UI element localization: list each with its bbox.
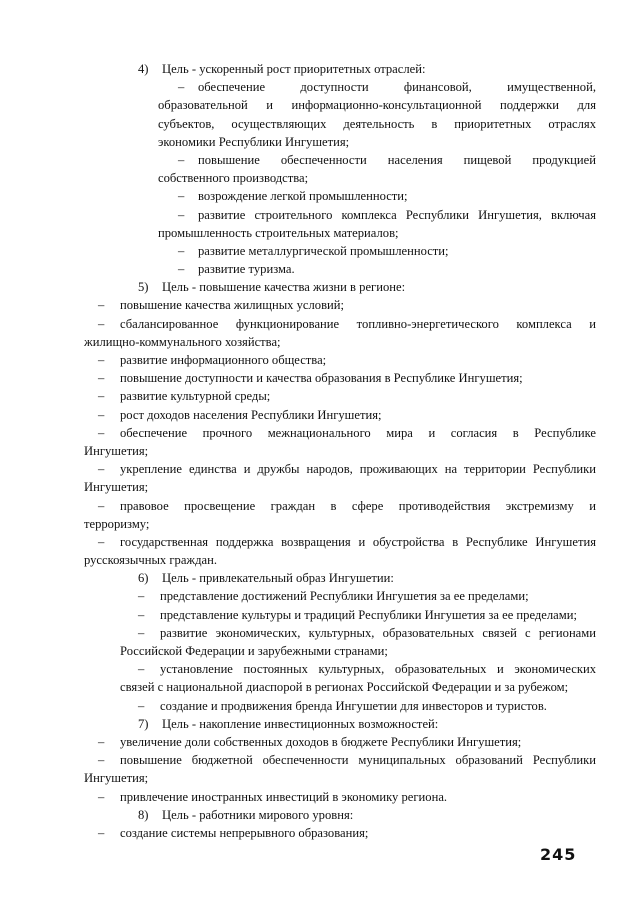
- list-item-continuation: [84, 515, 596, 533]
- line-text: повышение бюджетной обеспеченности муниципальных образований Республики: [120, 753, 596, 768]
- list-item: [84, 78, 596, 96]
- dash-bullet: –: [98, 825, 105, 840]
- list-item-continuation: [84, 442, 596, 460]
- dash-bullet: –: [178, 80, 185, 95]
- line-text: жилищно-коммунального хозяйства;: [84, 334, 281, 349]
- goal-heading: [84, 715, 596, 733]
- list-item: [84, 351, 596, 369]
- dash-bullet: –: [98, 498, 105, 513]
- dash-bullet: –: [98, 316, 105, 331]
- line-text: создание системы непрерывного образования;: [120, 825, 369, 840]
- dash-bullet: –: [98, 353, 105, 367]
- line-text: обеспечение доступности финансовой, имущественной,: [198, 80, 596, 95]
- line-text: образовательной и информационно-консультационной поддержки для: [158, 98, 596, 113]
- list-item-continuation: [84, 169, 596, 187]
- list-item: [84, 733, 596, 751]
- dash-bullet: –: [98, 734, 105, 749]
- line-text: Цель - привлекательный образ Ингушетии:: [162, 571, 394, 586]
- list-item-continuation: [84, 115, 596, 133]
- list-item: [84, 387, 596, 405]
- dash-bullet: –: [98, 789, 105, 804]
- line-text: Ингушетия;: [84, 480, 149, 495]
- dash-bullet: –: [178, 189, 185, 204]
- line-text: развитие строительного комплекса Республики Ингушетия, включая: [198, 207, 596, 222]
- dash-bullet: –: [138, 589, 145, 604]
- list-item-continuation: [84, 551, 596, 569]
- list-item-continuation: [84, 224, 596, 242]
- line-text: Ингушетия;: [84, 771, 149, 786]
- dash-bullet: –: [98, 389, 105, 404]
- line-text: Российской Федерации и зарубежными странами;: [120, 644, 388, 658]
- dash-bullet: –: [98, 425, 105, 440]
- dash-bullet: –: [98, 298, 105, 313]
- list-item: [84, 260, 596, 278]
- dash-bullet: –: [98, 371, 105, 386]
- page-body: [84, 60, 596, 842]
- goal-heading: [84, 60, 596, 78]
- list-item: [84, 151, 596, 169]
- list-item: [84, 497, 596, 515]
- line-text: Цель - работники мирового уровня:: [162, 807, 354, 822]
- list-item: [84, 624, 596, 642]
- goal-number: 4): [138, 62, 149, 76]
- list-item: [84, 660, 596, 678]
- dash-bullet: –: [138, 625, 145, 640]
- list-item: [84, 369, 596, 387]
- dash-bullet: –: [178, 243, 185, 258]
- line-text: увеличение доли собственных доходов в бюджете Республики Ингушетия;: [120, 734, 522, 749]
- goal-number: 6): [138, 571, 149, 586]
- list-item: [84, 751, 596, 769]
- list-item: [84, 788, 596, 806]
- line-text: укрепление единства и дружбы народов, проживающих на территории Республики: [120, 462, 596, 477]
- line-text: рост доходов населения Республики Ингушетия;: [120, 407, 382, 422]
- line-text: обеспечение прочного межнационального мира и согласия в Республике: [120, 425, 596, 440]
- list-item: [84, 533, 596, 551]
- list-item: [84, 697, 596, 715]
- list-item: [84, 187, 596, 205]
- line-text: развитие экономических, культурных, образовательных связей с регионами: [160, 625, 596, 640]
- line-text: возрождение легкой промышленности;: [198, 189, 408, 204]
- dash-bullet: –: [98, 534, 105, 549]
- line-text: правовое просвещение граждан в сфере противодействия экстремизму и: [120, 498, 596, 513]
- line-text: связей с национальной диаспорой в регионах Российской Федерации и за рубежом;: [120, 680, 569, 695]
- list-item-continuation: [84, 678, 596, 696]
- line-text: русскоязычных граждан.: [84, 553, 217, 568]
- line-text: сбалансированное функционирование топливно-энергетического комплекса и: [120, 316, 596, 331]
- dash-bullet: –: [178, 262, 185, 277]
- dash-bullet: –: [138, 698, 145, 713]
- list-item-continuation: [84, 769, 596, 787]
- line-text: развитие информационного общества;: [120, 353, 327, 367]
- list-item: [84, 206, 596, 224]
- line-text: Цель - ускоренный рост приоритетных отраслей:: [162, 62, 426, 76]
- line-text: экономики Республики Ингушетия;: [158, 134, 350, 149]
- list-item: [84, 460, 596, 478]
- goal-heading: [84, 569, 596, 587]
- list-item-continuation: [84, 96, 596, 114]
- list-item: [84, 242, 596, 260]
- line-text: развитие металлургической промышленности;: [198, 243, 449, 258]
- line-text: установление постоянных культурных, образовательных и экономических: [160, 662, 596, 677]
- list-item: [84, 587, 596, 605]
- line-text: Цель - повышение качества жизни в регионе:: [162, 280, 406, 295]
- line-text: повышение обеспеченности населения пищевой продукцией: [198, 152, 596, 167]
- list-item: [84, 824, 596, 842]
- line-text: повышение доступности и качества образования в Республике Ингушетия;: [120, 371, 523, 386]
- dash-bullet: –: [178, 152, 185, 167]
- goal-number: 7): [138, 716, 149, 731]
- line-text: Ингушетия;: [84, 443, 149, 458]
- list-item-continuation: [84, 642, 596, 660]
- page-number: 245: [540, 845, 577, 864]
- dash-bullet: –: [138, 607, 145, 622]
- line-text: привлечение иностранных инвестиций в экономику региона.: [120, 789, 448, 804]
- line-text: государственная поддержка возвращения и обустройства в Республике Ингушетия: [120, 534, 596, 549]
- list-item-continuation: [84, 133, 596, 151]
- goal-number: 5): [138, 280, 149, 295]
- list-item: [84, 424, 596, 442]
- dash-bullet: –: [98, 753, 105, 768]
- line-text: развитие туризма.: [198, 262, 295, 277]
- dash-bullet: –: [178, 207, 185, 222]
- goal-heading: [84, 278, 596, 296]
- line-text: промышленность строительных материалов;: [158, 225, 399, 240]
- list-item-continuation: [84, 333, 596, 351]
- line-text: представление культуры и традиций Республики Ингушетия за ее пределами;: [160, 607, 577, 622]
- line-text: представление достижений Республики Ингушетия за ее пределами;: [160, 589, 529, 604]
- line-text: Цель - накопление инвестиционных возможностей:: [162, 716, 439, 731]
- list-item: [84, 606, 596, 624]
- line-text: собственного производства;: [158, 171, 309, 186]
- line-text: развитие культурной среды;: [120, 389, 271, 404]
- dash-bullet: –: [98, 407, 105, 422]
- list-item: [84, 296, 596, 314]
- goal-number: 8): [138, 807, 149, 822]
- line-text: создание и продвижения бренда Ингушетии для инвесторов и туристов.: [160, 698, 547, 713]
- list-item: [84, 406, 596, 424]
- line-text: повышение качества жилищных условий;: [120, 298, 345, 313]
- dash-bullet: –: [98, 462, 105, 477]
- goal-heading: [84, 806, 596, 824]
- line-text: субъектов, осуществляющих деятельность в приоритетных отраслях: [158, 116, 596, 131]
- list-item-continuation: [84, 478, 596, 496]
- list-item: [84, 315, 596, 333]
- line-text: терроризму;: [84, 516, 150, 531]
- dash-bullet: –: [138, 662, 145, 677]
